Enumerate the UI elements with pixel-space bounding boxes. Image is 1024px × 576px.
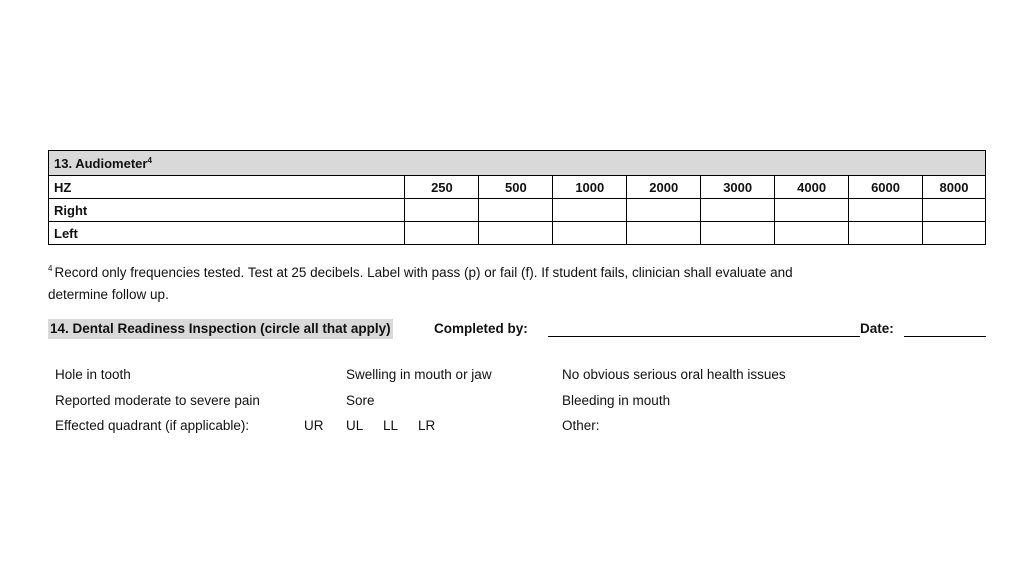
right-3000-cell[interactable] <box>701 199 775 222</box>
effected-quadrant-label: Effected quadrant (if applicable): <box>55 418 250 433</box>
hz-row <box>49 176 986 199</box>
left-3000-cell[interactable] <box>701 222 775 245</box>
right-ear-row <box>49 199 986 222</box>
freq-1000: 1000 <box>553 176 627 199</box>
audiometer-table <box>48 150 986 245</box>
date-label: Date: <box>860 321 894 336</box>
freq-4000: 4000 <box>775 176 849 199</box>
option-other[interactable]: Other: <box>562 418 600 433</box>
audiometer-title-row <box>49 151 986 176</box>
right-8000-cell[interactable] <box>923 199 986 222</box>
left-250-cell[interactable] <box>405 222 479 245</box>
completed-by-label: Completed by: <box>434 321 528 336</box>
freq-6000: 6000 <box>849 176 923 199</box>
right-4000-cell[interactable] <box>775 199 849 222</box>
hz-label: HZ <box>49 176 405 199</box>
footnote-line-2: determine follow up. <box>48 287 169 302</box>
right-6000-cell[interactable] <box>849 199 923 222</box>
option-no-serious-issues[interactable]: No obvious serious oral health issues <box>562 367 786 382</box>
option-moderate-severe-pain[interactable]: Reported moderate to severe pain <box>55 393 260 408</box>
quadrant-lr[interactable]: LR <box>418 418 436 433</box>
left-1000-cell[interactable] <box>553 222 627 245</box>
right-1000-cell[interactable] <box>553 199 627 222</box>
freq-3000: 3000 <box>701 176 775 199</box>
dental-section-title: 14. Dental Readiness Inspection (circle all that apply) <box>48 319 393 339</box>
option-swelling-mouth-jaw[interactable]: Swelling in mouth or jaw <box>346 367 492 382</box>
right-250-cell[interactable] <box>405 199 479 222</box>
completed-by-field[interactable] <box>548 336 860 337</box>
left-6000-cell[interactable] <box>849 222 923 245</box>
quadrant-ll[interactable]: LL <box>383 418 399 433</box>
freq-250: 250 <box>405 176 479 199</box>
audiometer-title-cell <box>49 151 986 176</box>
dental-header <box>48 319 986 341</box>
left-4000-cell[interactable] <box>775 222 849 245</box>
freq-500: 500 <box>479 176 553 199</box>
footnote-mark: 4 <box>48 264 53 273</box>
left-ear-row <box>49 222 986 245</box>
audiometer-title: 13. Audiometer <box>54 155 148 171</box>
right-ear-label: Right <box>49 199 405 222</box>
freq-8000: 8000 <box>923 176 986 199</box>
date-field[interactable] <box>904 336 986 337</box>
quadrant-ul[interactable]: UL <box>346 418 364 433</box>
audiometer-title-footnote-mark: 4 <box>147 155 152 165</box>
option-hole-in-tooth[interactable]: Hole in tooth <box>55 367 131 382</box>
left-500-cell[interactable] <box>479 222 553 245</box>
right-2000-cell[interactable] <box>627 199 701 222</box>
footnote-line-1: Record only frequencies tested. Test at 25 decibels. Label with pass (p) or fail (f). If student fails, clinician shall evaluate and <box>54 265 793 280</box>
quadrant-ur[interactable]: UR <box>304 418 324 433</box>
option-sore[interactable]: Sore <box>346 393 375 408</box>
left-2000-cell[interactable] <box>627 222 701 245</box>
left-8000-cell[interactable] <box>923 222 986 245</box>
right-500-cell[interactable] <box>479 199 553 222</box>
left-ear-label: Left <box>49 222 405 245</box>
option-bleeding-mouth[interactable]: Bleeding in mouth <box>562 393 671 408</box>
freq-2000: 2000 <box>627 176 701 199</box>
audiometer-footnote <box>48 258 948 306</box>
